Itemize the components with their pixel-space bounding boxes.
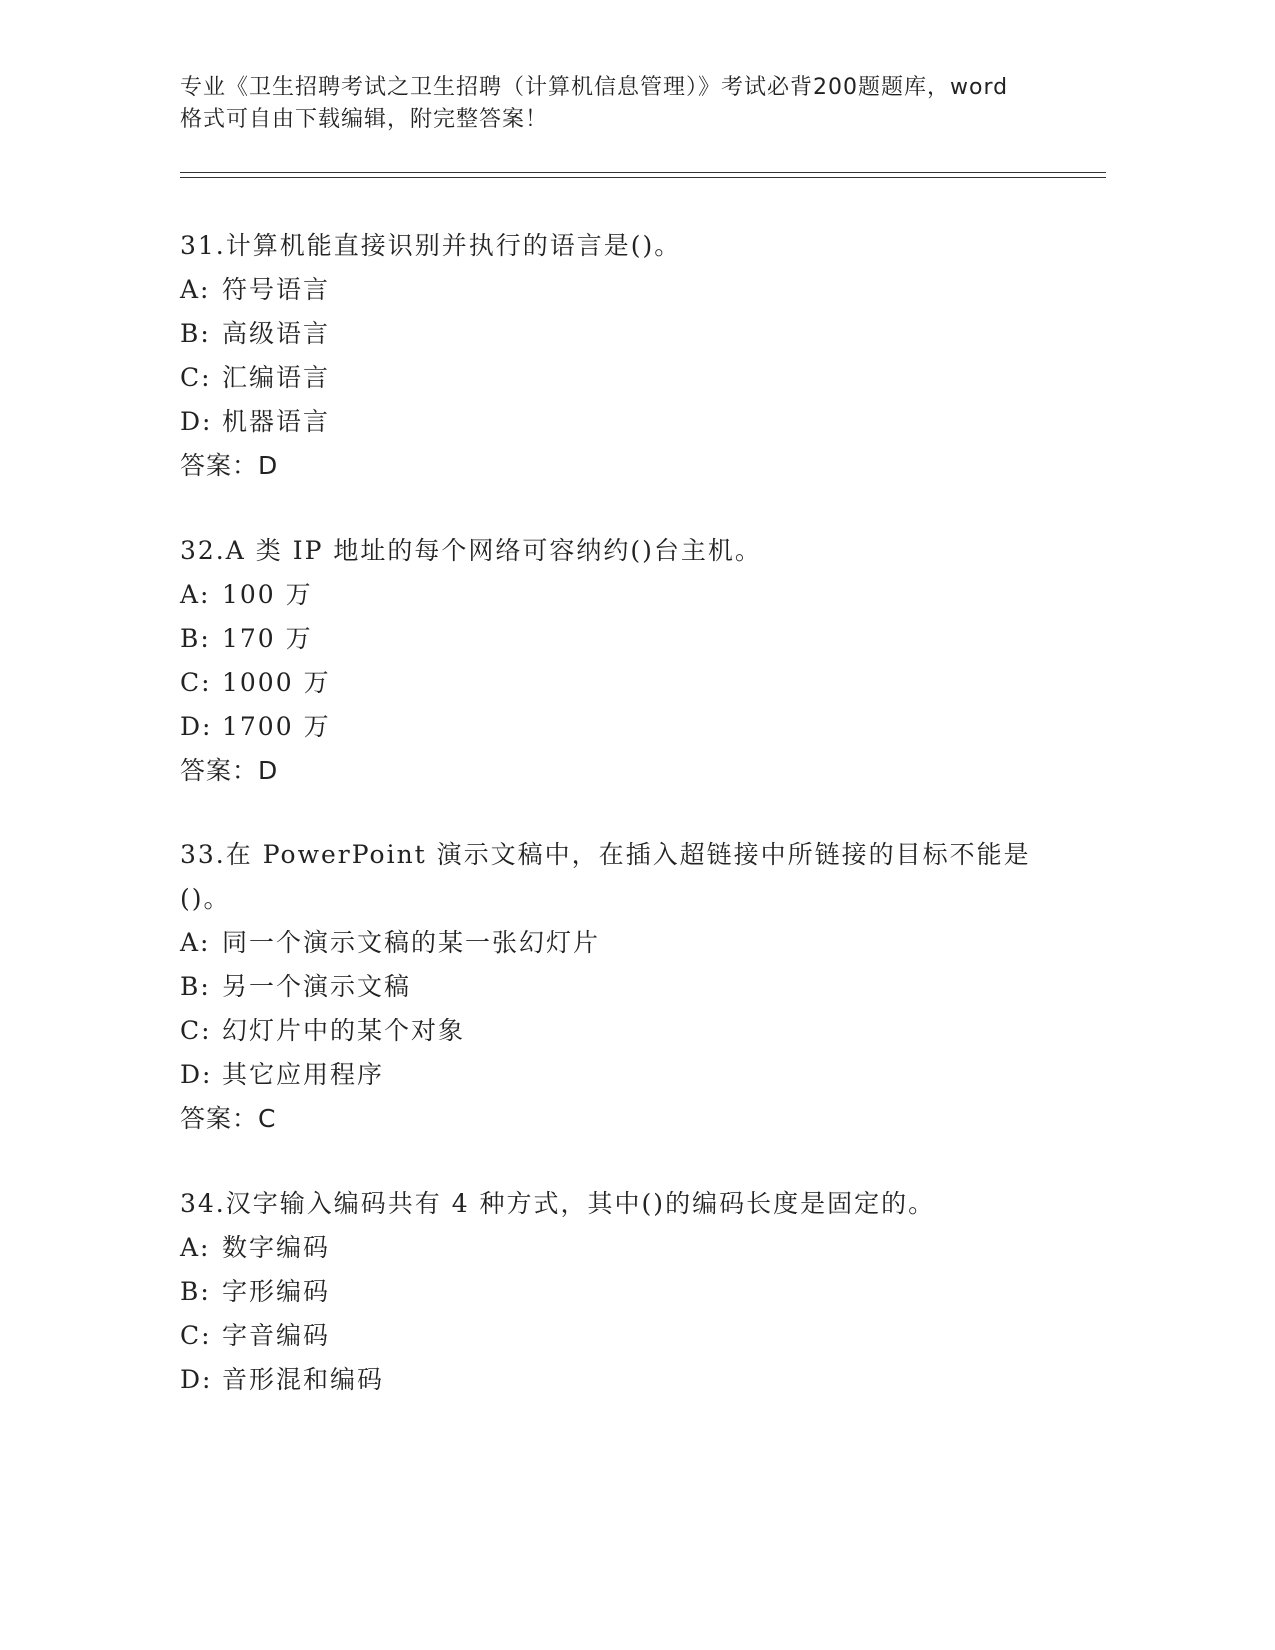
option-b: [180, 617, 1060, 661]
option-key: B:: [180, 972, 211, 1001]
option-c: [180, 661, 1060, 705]
question-text: 31.计算机能直接识别并执行的语言是()。: [180, 231, 682, 260]
option-c: [180, 1009, 1060, 1053]
answer-label: 答案：D: [180, 451, 279, 480]
option-text: 其它应用程序: [222, 1060, 385, 1089]
option-text: 机器语言: [222, 407, 331, 436]
option-text: 170 万: [222, 624, 313, 653]
option-text: 符号语言: [222, 275, 331, 304]
option-text: 高级语言: [222, 319, 331, 348]
option-text: 字形编码: [222, 1277, 331, 1306]
option-d: [180, 1053, 1060, 1097]
answer-label: 答案：C: [180, 1104, 277, 1133]
question-34: [180, 1182, 1060, 1402]
option-key: C:: [180, 1321, 212, 1350]
option-text: 字音编码: [222, 1321, 331, 1350]
header-line-1: 专业《卫生招聘考试之卫生招聘（计算机信息管理）》考试必背200题题库，word: [180, 75, 1009, 100]
header-divider-bottom: [180, 177, 1106, 178]
option-key: D:: [180, 1060, 213, 1089]
question-33: [180, 833, 1060, 1141]
option-text: 1000 万: [222, 668, 331, 697]
option-key: A:: [180, 1233, 211, 1262]
option-a: [180, 921, 1060, 965]
question-32: [180, 529, 1060, 793]
question-31: [180, 224, 1060, 488]
option-text: 数字编码: [222, 1233, 331, 1262]
option-d: [180, 400, 1060, 444]
option-a: [180, 1226, 1060, 1270]
option-text: 另一个演示文稿: [222, 972, 412, 1001]
option-text: 同一个演示文稿的某一张幻灯片: [222, 928, 601, 957]
header-divider-top: [180, 172, 1106, 173]
option-d: [180, 1358, 1060, 1402]
option-key: A:: [180, 275, 211, 304]
option-text: 100 万: [222, 580, 313, 609]
option-text: 1700 万: [222, 712, 331, 741]
option-key: B:: [180, 624, 211, 653]
question-text: 32.A 类 IP 地址的每个网络可容纳约()台主机。: [180, 536, 762, 565]
option-c: [180, 356, 1060, 400]
option-b: [180, 965, 1060, 1009]
document-header: [180, 72, 1100, 136]
option-key: B:: [180, 319, 211, 348]
question-text: 33.在 PowerPoint 演示文稿中，在插入超链接中所链接的目标不能是()。: [180, 840, 1031, 913]
option-key: C:: [180, 668, 212, 697]
answer-label: 答案：D: [180, 756, 279, 785]
option-key: B:: [180, 1277, 211, 1306]
header-line-2: 格式可自由下载编辑，附完整答案！: [180, 107, 549, 132]
option-a: [180, 268, 1060, 312]
option-text: 音形混和编码: [222, 1365, 385, 1394]
option-key: D:: [180, 1365, 213, 1394]
option-d: [180, 705, 1060, 749]
option-b: [180, 312, 1060, 356]
option-key: D:: [180, 712, 213, 741]
option-text: 幻灯片中的某个对象: [222, 1016, 466, 1045]
option-a: [180, 573, 1060, 617]
question-text: 34.汉字输入编码共有 4 种方式，其中()的编码长度是固定的。: [180, 1189, 936, 1218]
option-key: C:: [180, 1016, 212, 1045]
option-key: D:: [180, 407, 213, 436]
option-key: C:: [180, 363, 212, 392]
option-key: A:: [180, 580, 211, 609]
option-text: 汇编语言: [222, 363, 331, 392]
option-c: [180, 1314, 1060, 1358]
option-key: A:: [180, 928, 211, 957]
option-b: [180, 1270, 1060, 1314]
